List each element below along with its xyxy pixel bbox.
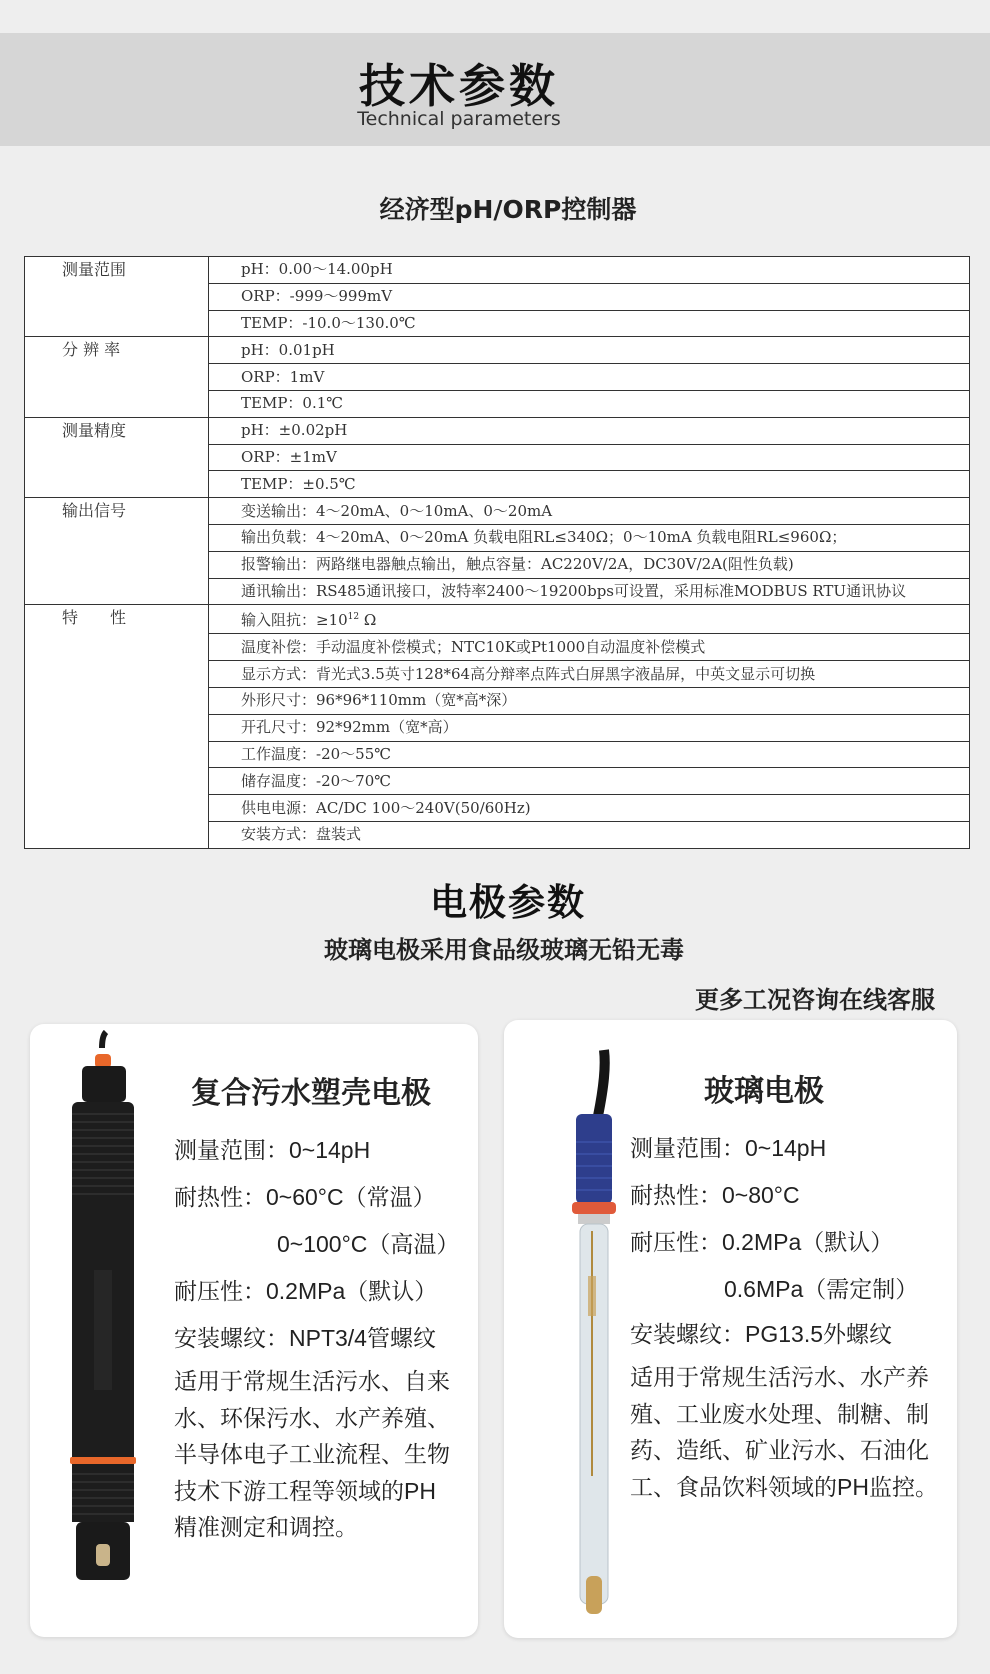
- spec-value: 安装方式：盘装式: [209, 821, 970, 848]
- spec-line: 0.6MPa（需定制）: [724, 1276, 919, 1302]
- spec-table: [24, 256, 970, 849]
- spec-value: TEMP：±0.5℃: [209, 471, 970, 498]
- table-row: [25, 337, 970, 364]
- impedance-prefix: 输入阻抗：≥10: [241, 611, 348, 630]
- spec-value: ORP：1mV: [209, 364, 970, 391]
- page-title: 技术参数: [359, 59, 559, 113]
- page-subtitle: Technical parameters: [357, 108, 561, 130]
- electrode-section-title: 电极参数: [430, 881, 586, 924]
- spec-value: 外形尺寸：96*96*110mm（宽*高*深）: [209, 687, 970, 714]
- table-row: [25, 605, 970, 634]
- category-output: 输出信号: [25, 498, 209, 605]
- spec-value: pH：0.01pH: [209, 337, 970, 364]
- product-name: 经济型pH/ORP控制器: [379, 195, 637, 224]
- category-accuracy: 测量精度: [25, 417, 209, 497]
- table-row: [25, 257, 970, 284]
- spec-value: pH：0.00～14.00pH: [209, 257, 970, 284]
- spec-value-impedance: [209, 605, 970, 634]
- spec-value: 供电电源：AC/DC 100～240V(50/60Hz): [209, 795, 970, 822]
- spec-value: 温度补偿：手动温度补偿模式；NTC10K或Pt1000自动温度补偿模式: [209, 634, 970, 661]
- electrode-card-plastic: [30, 1024, 478, 1637]
- description-line: 工、食品饮料领域的PH监控。: [630, 1473, 938, 1500]
- description-line: 水、环保污水、水产养殖、: [174, 1404, 450, 1431]
- spec-line: 耐压性：0.2MPa（默认）: [630, 1229, 894, 1255]
- spec-line: 耐热性：0~80°C: [630, 1182, 800, 1208]
- card-description: [630, 1359, 938, 1505]
- spec-value: TEMP：0.1℃: [209, 390, 970, 417]
- card-title: 玻璃电极: [704, 1074, 824, 1109]
- card-title: 复合污水塑壳电极: [191, 1076, 431, 1111]
- category-resolution: 分 辨 率: [25, 337, 209, 417]
- category-features: 特 性: [25, 605, 209, 848]
- consult-note: 更多工况咨询在线客服: [695, 986, 935, 1014]
- spec-value: 开孔尺寸：92*92mm（宽*高）: [209, 714, 970, 741]
- spec-line: 测量范围：0~14pH: [630, 1135, 827, 1161]
- spec-value: 通讯输出：RS485通讯接口，波特率2400～19200bps可设置，采用标准MODBUS RTU通讯协议: [209, 578, 970, 605]
- spec-value: ORP：-999～999mV: [209, 283, 970, 310]
- description-line: 半导体电子工业流程、生物: [174, 1441, 450, 1467]
- spec-value: pH：±0.02pH: [209, 417, 970, 444]
- electrode-card-glass: [504, 1020, 957, 1638]
- spec-value: 报警输出：两路继电器触点输出，触点容量：AC220V/2A，DC30V/2A(阻性负载): [209, 551, 970, 578]
- spec-value: 输出负载：4～20mA、0～20mA 负载电阻RL≤340Ω；0～10mA 负载电阻RL≤960Ω；: [209, 524, 970, 551]
- table-row: [25, 417, 970, 444]
- spec-line: 耐热性：0~60°C（常温）: [174, 1184, 436, 1210]
- spec-value: 变送输出：4～20mA、0～10mA、0～20mA: [209, 498, 970, 525]
- spec-value: 工作温度：-20～55℃: [209, 741, 970, 768]
- plastic-electrode-image: [58, 1030, 148, 1630]
- spec-value: ORP：±1mV: [209, 444, 970, 471]
- description-line: 药、造纸、矿业污水、石油化: [630, 1437, 929, 1463]
- spec-value: TEMP：-10.0～130.0℃: [209, 310, 970, 337]
- spec-value: 显示方式：背光式3.5英寸128*64高分辩率点阵式白屏黑字液晶屏，中英文显示可切换: [209, 661, 970, 688]
- description-line: 技术下游工程等领域的PH: [174, 1477, 436, 1504]
- table-row: [25, 498, 970, 525]
- category-range: 测量范围: [25, 257, 209, 337]
- impedance-suffix: Ω: [359, 611, 377, 630]
- spec-line: 安装螺纹：PG13.5外螺纹: [630, 1321, 892, 1347]
- description-line: 适用于常规生活污水、水产养: [630, 1364, 929, 1390]
- glass-electrode-image: [546, 1046, 626, 1626]
- description-line: 精准测定和调控。: [174, 1514, 358, 1540]
- description-line: 适用于常规生活污水、自来: [174, 1368, 450, 1394]
- electrode-section-subtitle: 玻璃电极采用食品级玻璃无铅无毒: [324, 936, 684, 964]
- spec-line: 0~100°C（高温）: [277, 1231, 460, 1257]
- description-line: 殖、工业废水处理、制糖、制: [630, 1400, 929, 1427]
- card-description: [174, 1363, 450, 1546]
- spec-value: 储存温度：-20～70℃: [209, 768, 970, 795]
- spec-line: 测量范围：0~14pH: [174, 1137, 371, 1163]
- impedance-exponent: 12: [347, 612, 360, 623]
- spec-line: 安装螺纹：NPT3/4管螺纹: [174, 1325, 436, 1351]
- spec-line: 耐压性：0.2MPa（默认）: [174, 1278, 438, 1304]
